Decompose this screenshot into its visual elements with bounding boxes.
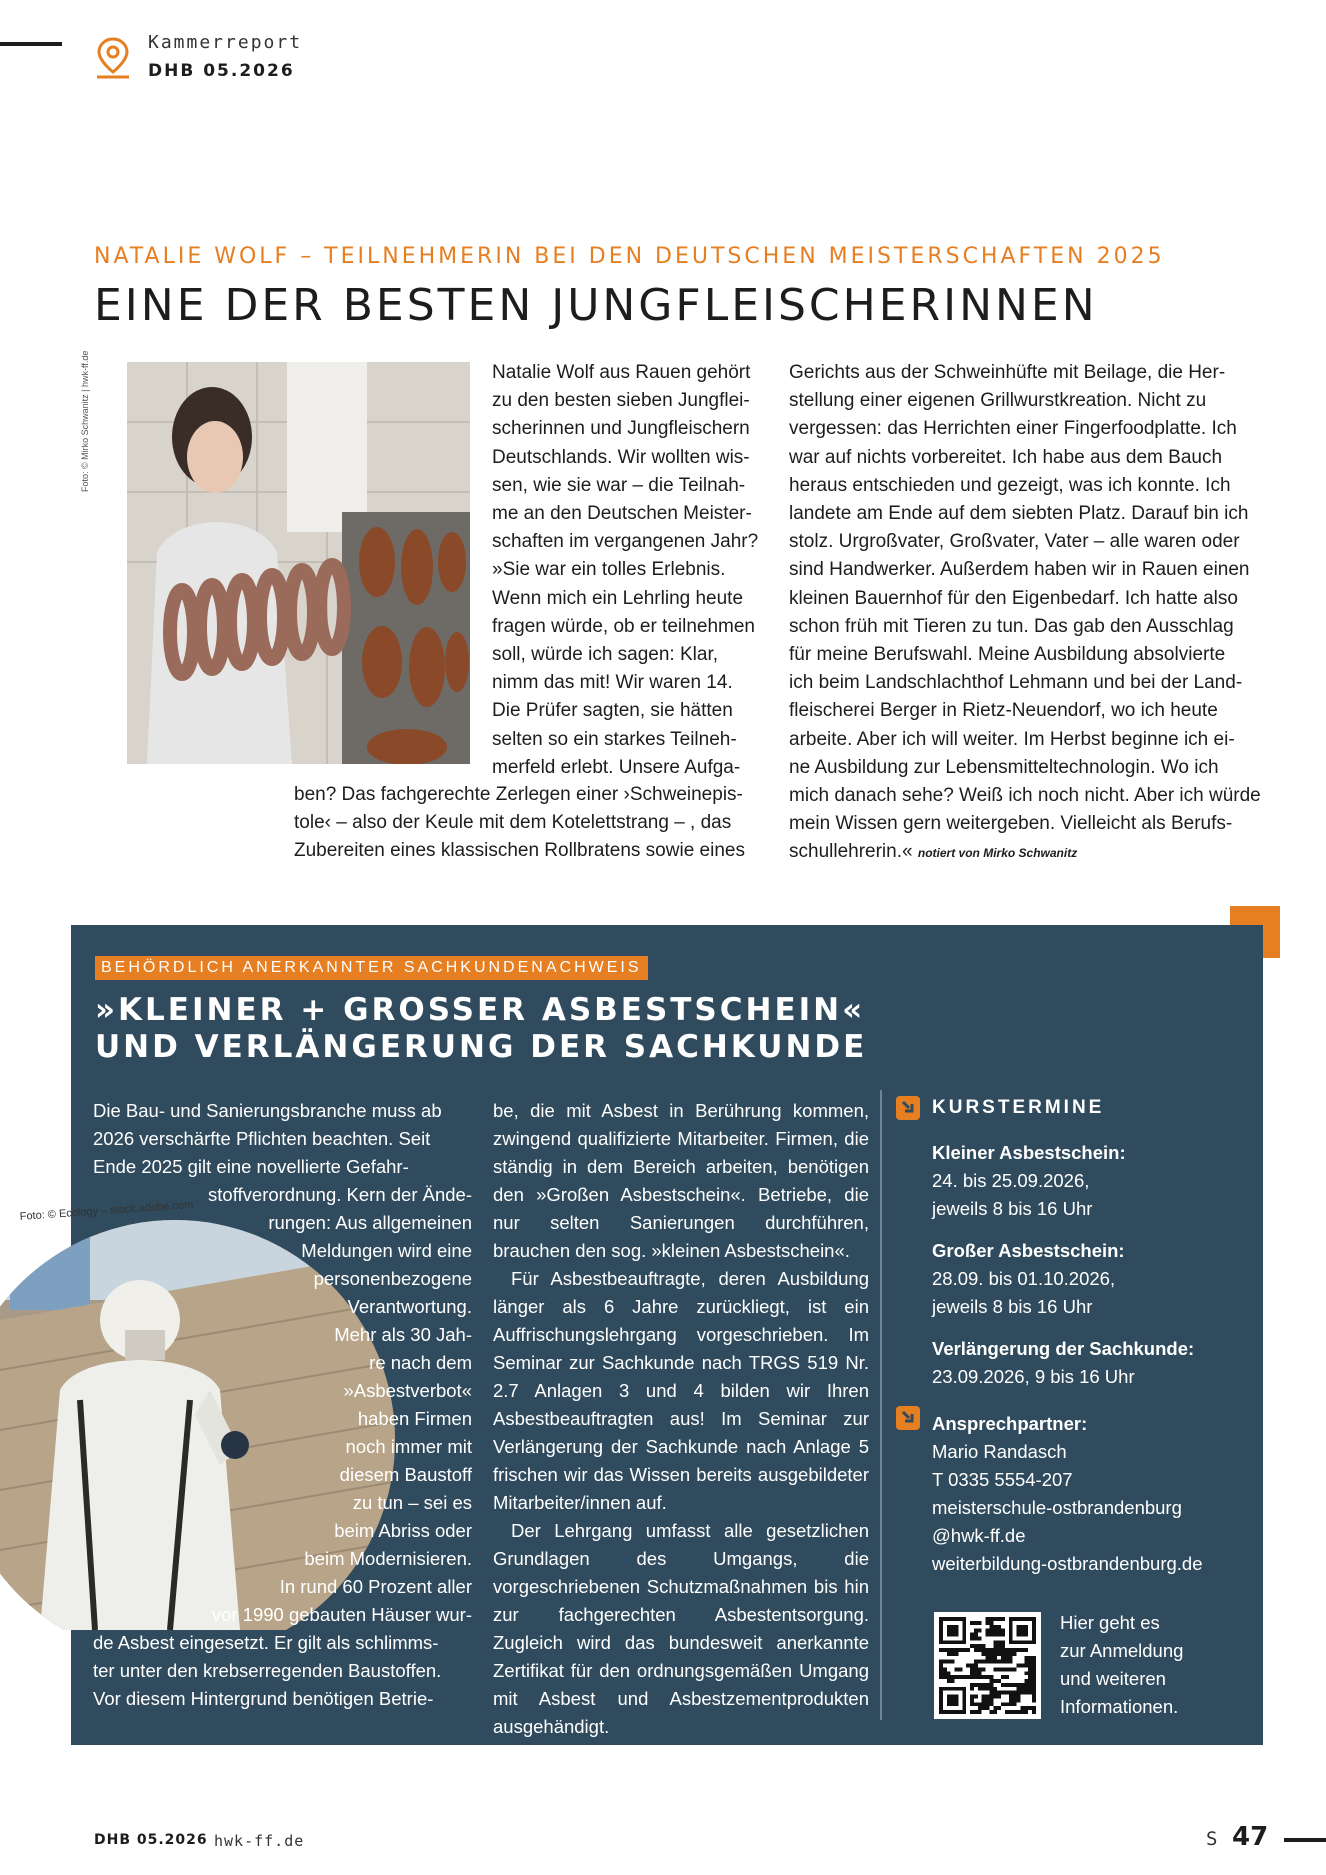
text-line: stoffverordnung. Kern der Ände- [208, 1184, 472, 1205]
text-line: Vor diesem Hintergrund benötigen Betrie- [93, 1688, 434, 1709]
svg-text:Foto: © Ecology – stock.adobe.: Foto: © Ecology – stock.adobe.com [19, 1198, 194, 1223]
text-line: zu tun – sei es [352, 1492, 472, 1513]
text-line: vor 1990 gebauten Häuser wur- [211, 1604, 472, 1625]
text-line: »Asbestverbot« [343, 1380, 472, 1401]
text-line: für meine Berufswahl. Meine Ausbildung absolvierte [789, 644, 1226, 666]
text-line: noch immer mit [345, 1436, 472, 1457]
text-line: mich danach sehe? Weiß ich noch nicht. Aber ich würde [789, 785, 1261, 807]
text-line: Informationen. [1060, 1696, 1179, 1717]
contact-block: Ansprechpartner: Mario Randasch T 0335 5554-207 meisterschule-ostbrandenburg @hwk-ff.de weiterbildung-ostbrandenburg.de [932, 1410, 1262, 1578]
text-line: Gerichts aus der Schweinhüfte mit Beilage, die Her- [789, 362, 1226, 383]
column-divider [880, 1090, 882, 1720]
text-line: merfeld erlebt. Unsere Aufga- [492, 756, 741, 778]
text-line: war auf nichts vorbereitet. Ich habe aus dem Bauch [789, 446, 1223, 468]
text-line: Die Prüfer sagten, sie hätten [492, 700, 733, 722]
text-line: Deutschlands. Wir wollten wis- [492, 446, 750, 468]
contact-website[interactable]: weiterbildung-ostbrandenburg.de [932, 1553, 1203, 1574]
article-last-line: schullehrerin.« [789, 841, 913, 863]
text-line: Verantwortung. [347, 1296, 472, 1317]
text-line: fragen würde, ob er teilnehmen [492, 615, 755, 637]
text-line: fleischerei Berger in Rietz-Neuendorf, wo ich heute [789, 700, 1218, 722]
box-paragraph-2: Für Asbestbeauftragte, deren Ausbildung länger als 6 Jahre zurückliegt, ist ein Auffrischungslehrgang vorgeschrieben. Im Seminar zur Sachkunde nach TRGS 519 Nr. 2.7 Anlagen 3 und 4 bilden wir Ihren Asbestbeauftragten aus! Im Seminar zur Verlängerung der Sachkunde nach Anlage 5 frischen wir das Wissen bereits ausgebildeter Mitarbeiter/innen auf. [493, 1268, 869, 1513]
text-line: stolz. Urgroßvater, Großvater, Vater – alle waren oder [789, 531, 1240, 553]
text-line: heraus entschieden und gezeigt, was ich konnte. Ich [789, 474, 1231, 496]
butcher-photo [127, 362, 470, 764]
box-column-1-top [93, 1097, 473, 1181]
text-line: ich beim Landschlachthof Lehmann und bei der Land- [789, 672, 1243, 694]
text-line: stellung einer eigenen Grillwurstkreation. Nicht zu [789, 390, 1207, 412]
contact-email-domain[interactable]: @hwk-ff.de [932, 1525, 1026, 1546]
text-line: mein Wissen gern weitergeben. Vielleicht als Berufs- [789, 813, 1233, 835]
arrow-down-right-icon [896, 1096, 920, 1120]
contact-email[interactable]: meisterschule-ostbrandenburg [932, 1497, 1182, 1518]
text-line: schaften im vergangenen Jahr? [492, 531, 759, 553]
text-line: selten so ein starkes Teilneh- [492, 728, 737, 750]
text-line: beim Abriss oder [334, 1520, 472, 1541]
footer-rule [1284, 1838, 1326, 1842]
text-line: me an den Deutschen Meister- [492, 503, 752, 525]
text-line: zu den besten sieben Jungflei- [492, 390, 750, 412]
arrow-down-right-icon [896, 1406, 920, 1430]
box-column-1-bottom [93, 1629, 473, 1713]
article-signature: notiert von Mirko Schwanitz [917, 846, 1078, 861]
box-column-1-wrap [200, 1181, 472, 1629]
text-line: Zubereiten eines klassischen Rollbratens sowie eines [294, 840, 745, 862]
section-label: Kammerreport [148, 32, 303, 53]
contact-name: Mario Randasch [932, 1441, 1067, 1462]
text-line: In rund 60 Prozent aller [279, 1576, 472, 1597]
course-dates: Kleiner Asbestschein: 24. bis 25.09.2026, jeweils 8 bis 16 Uhr Großer Asbestschein: 28.09. bis 01.10.2026, jeweils 8 bis 16 Uhr Verlängerung der Sachkunde: 23.09.2026, 9 bis 16 Uhr [932, 1142, 1195, 1387]
location-pin-icon [94, 36, 132, 80]
text-line: haben Firmen [357, 1408, 472, 1429]
text-line: vergessen: das Herrichten einer Fingerfoodplatte. Ich [789, 418, 1237, 440]
text-line: ne Ausbildung zur Lebensmitteltechnologin. Wo ich [789, 756, 1219, 778]
article-column-2 [789, 359, 1269, 868]
box-paragraph-1: be, die mit Asbest in Berührung kommen, zwingend qualifizierte Mitarbeiter. Firmen, die ständig in dem Bereich arbeiten, benötigen den »Großen Asbestschein«. Betriebe, die nur selten Sanierungen durchführen, brauchen den sog. »kleinen Asbestschein«. [493, 1100, 869, 1261]
text-line: »Sie war ein tolles Erlebnis. [492, 559, 726, 581]
text-line: de Asbest eingesetzt. Er gilt als schlimms- [93, 1632, 439, 1653]
qr-code[interactable] [934, 1612, 1041, 1719]
text-line: rungen: Aus allgemeinen [268, 1212, 472, 1233]
text-line: sen, wie sie war – die Teilnah- [492, 474, 746, 496]
text-line: re nach dem [369, 1352, 472, 1373]
article-column-1-narrow [492, 359, 772, 782]
text-line: tole‹ – also der Keule mit dem Kotelettstrang – , das [294, 812, 732, 834]
footer-website[interactable]: hwk-ff.de [214, 1832, 305, 1850]
text-line: Natalie Wolf aus Rauen gehört [492, 362, 751, 383]
text-line: soll, würde ich sagen: Klar, [492, 644, 719, 666]
box-paragraph-3: Der Lehrgang umfasst alle gesetzlichen Grundlagen des Umgangs, die vorgeschriebenen Schutzmaßnahmen bis hin zur fachgerechten Asbestentsorgung. Zugleich wird das bundesweit anerkannte Zertifikat für den ordnungsgemäßen Umgang mit Asbest und Asbestzementprodukten ausgehändigt. [493, 1520, 869, 1737]
text-line: und weiteren [1060, 1668, 1166, 1689]
box-column-2 [493, 1097, 869, 1741]
contact-phone[interactable]: T 0335 5554-207 [932, 1469, 1073, 1490]
text-line: landete am Ende auf dem siebten Platz. Darauf bin ich [789, 503, 1249, 525]
text-line: kleinen Bauernhof für den Eigenbedarf. Ich hatte also [789, 587, 1238, 609]
text-line: zur Anmeldung [1060, 1640, 1184, 1661]
article-headline: EINE DER BESTEN JUNGFLEISCHERINNEN [94, 280, 1098, 331]
text-line: nimm das mit! Wir waren 14. [492, 672, 733, 694]
text-line: sind Handwerker. Außerdem haben wir in Rauen einen [789, 559, 1250, 581]
text-line: Meldungen wird eine [301, 1240, 472, 1261]
article-kicker: NATALIE WOLF – TEILNEHMERIN BEI DEN DEUTSCHEN MEISTERSCHAFTEN 2025 [94, 244, 1165, 269]
text-line: ben? Das fachgerechte Zerlegen einer ›Schweinepis- [294, 784, 743, 805]
issue-label: DHB 05.2026 [148, 61, 295, 81]
text-line: diesem Baustoff [339, 1464, 472, 1485]
text-line: Mehr als 30 Jah- [334, 1324, 472, 1345]
photo-credit: Foto: © Mirko Schwanitz | hwk-ff.de [80, 350, 90, 492]
text-line: Hier geht es [1060, 1612, 1160, 1633]
box-corner-fill [1230, 930, 1263, 960]
text-line: personenbezogene [313, 1268, 472, 1289]
box-title: »KLEINER + GROSSER ASBESTSCHEIN« UND VERLÄNGERUNG DER SACHKUNDE [95, 992, 868, 1065]
text-line: arbeite. Aber ich will weiter. Im Herbst beginne ich ei- [789, 728, 1235, 750]
text-line: Ende 2025 gilt eine novellierte Gefahr- [93, 1156, 409, 1177]
text-line: scherinnen und Jungfleischern [492, 418, 750, 440]
box-kicker: BEHÖRDLICH ANERKANNTER SACHKUNDENACHWEIS [95, 956, 648, 980]
header-rule [0, 42, 62, 46]
text-line: schon früh mit Tieren zu tun. Das gab den Ausschlag [789, 615, 1234, 637]
text-line: Wenn mich ein Lehrling heute [492, 587, 744, 609]
course-dates-title: KURSTERMINE [932, 1097, 1105, 1118]
page-number: 47 [1232, 1822, 1269, 1852]
text-line: 2026 verschärfte Pflichten beachten. Seit [93, 1128, 431, 1149]
text-line: Die Bau- und Sanierungsbranche muss ab [93, 1100, 442, 1121]
text-line: ter unter den krebserregenden Baustoffen. [93, 1660, 442, 1681]
article-column-1-wide [294, 781, 772, 866]
qr-caption [1060, 1609, 1260, 1721]
text-line: beim Modernisieren. [304, 1548, 472, 1569]
page-prefix: S [1206, 1828, 1218, 1850]
footer-issue: DHB 05.2026 [94, 1832, 208, 1848]
